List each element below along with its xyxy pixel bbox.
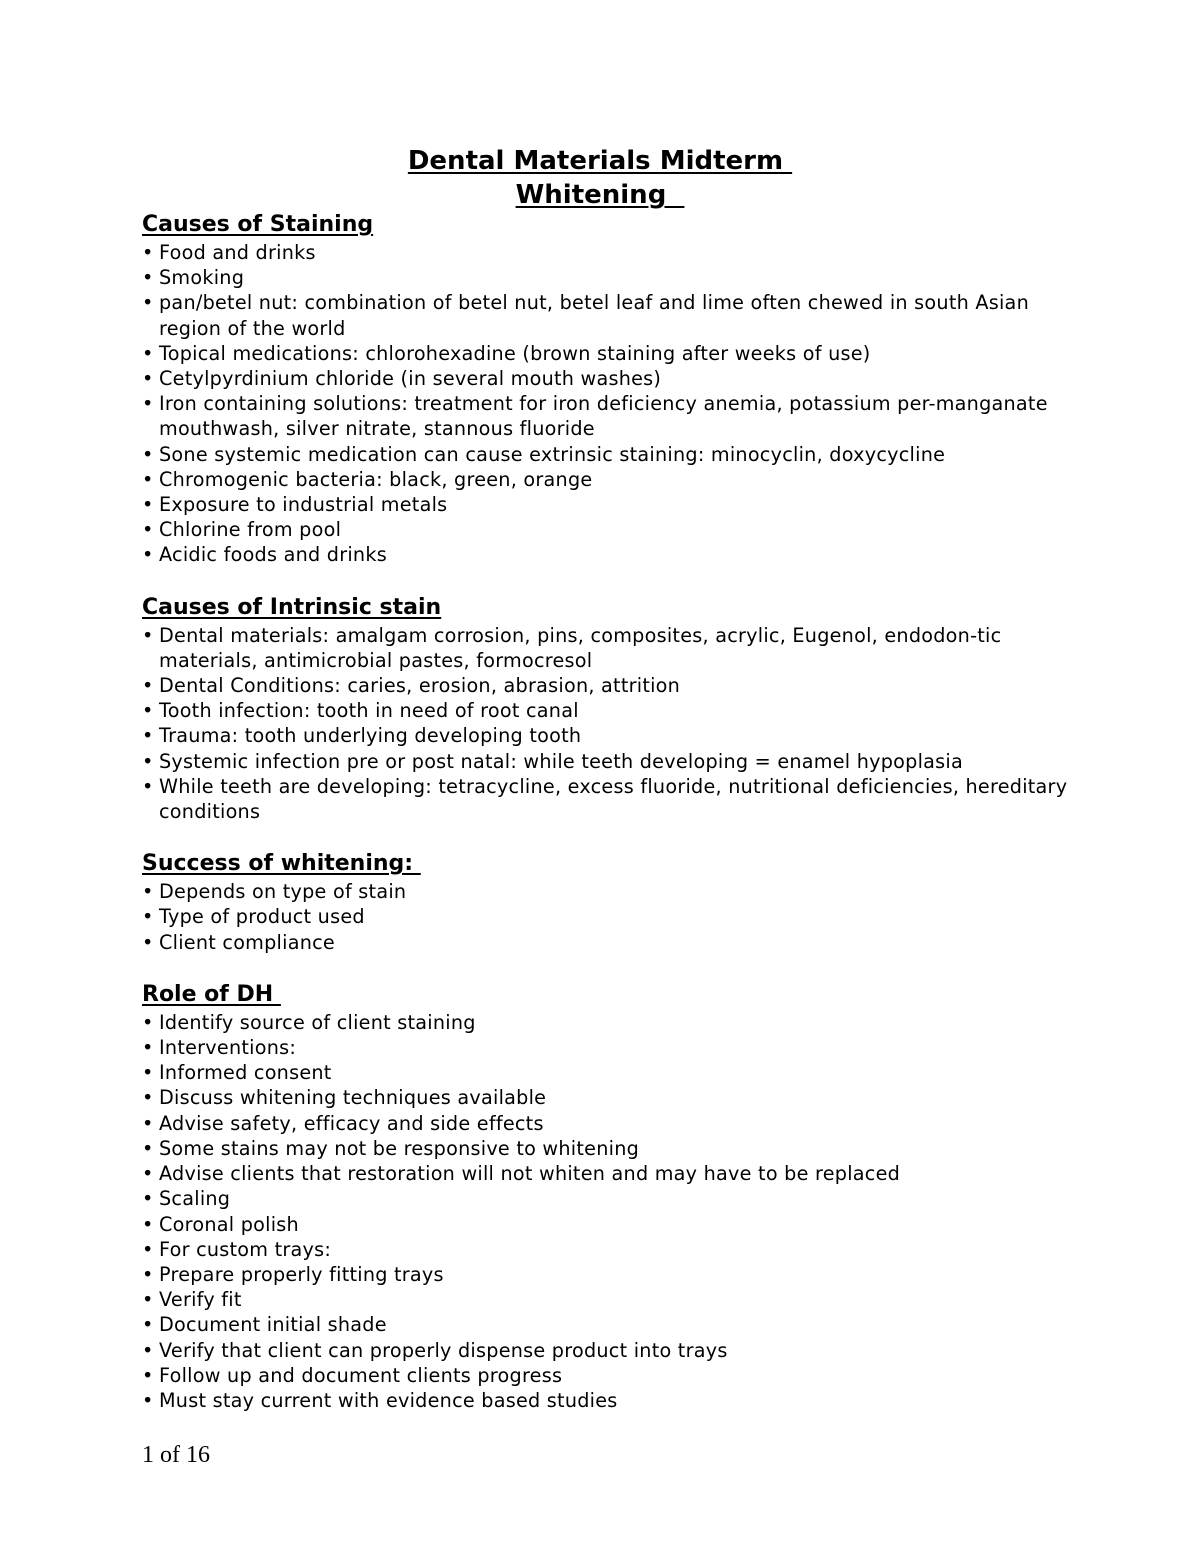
list-item [142, 1136, 1082, 1161]
list-item [142, 467, 1082, 492]
bullet-icon: • [142, 1288, 154, 1312]
list-item [142, 879, 1082, 904]
bullet-icon: • [142, 467, 154, 491]
bullet-icon: • [142, 291, 154, 315]
list-item [142, 542, 1082, 567]
list-item-text: Verify fit [159, 1288, 242, 1312]
section [142, 210, 1082, 568]
list-item-text: Some stains may not be responsive to whitening [159, 1136, 640, 1160]
list-item [142, 366, 1082, 391]
bullet-icon: • [142, 930, 154, 954]
list-item [142, 1060, 1082, 1085]
list-item [142, 698, 1082, 723]
bullet-icon: • [142, 1388, 154, 1412]
bullet-icon: • [142, 1363, 154, 1387]
bullet-icon: • [142, 266, 154, 290]
bullet-icon: • [142, 905, 154, 929]
list-item-text: Cetylpyrdinium chloride (in several mouth washes) [159, 367, 662, 391]
list-item [142, 1363, 1082, 1388]
bullet-icon: • [142, 518, 154, 542]
bullet-list [142, 240, 1082, 568]
section-heading: Causes of Intrinsic stain [142, 594, 442, 620]
bullet-icon: • [142, 1187, 154, 1211]
bullet-icon: • [142, 1262, 154, 1286]
list-item [142, 774, 1082, 824]
list-item-text: pan/betel nut: combination of betel nut, betel leaf and lime often chewed in south Asian region of the world [159, 291, 1029, 340]
list-item-text: Interventions: [159, 1036, 297, 1060]
bullet-icon: • [142, 442, 154, 466]
bullet-icon: • [142, 724, 154, 748]
list-item [142, 1262, 1082, 1287]
section [142, 593, 1082, 825]
list-item [142, 749, 1082, 774]
section-heading: Role of DH [142, 981, 281, 1007]
list-item-text: Advise clients that restoration will not whiten and may have to be replaced [159, 1162, 901, 1186]
bullet-icon: • [142, 1111, 154, 1135]
list-item [142, 517, 1082, 542]
section [142, 980, 1082, 1413]
list-item-text: Smoking [159, 266, 245, 290]
list-item [142, 265, 1082, 290]
list-item [142, 1085, 1082, 1110]
bullet-icon: • [142, 1313, 154, 1337]
bullet-icon: • [142, 392, 154, 416]
list-item-text: Scaling [159, 1187, 231, 1211]
list-item [142, 1212, 1082, 1237]
document-title: Dental Materials Midterm [407, 146, 793, 176]
title-block [0, 144, 1200, 212]
list-item-text: Iron containing solutions: treatment for iron deficiency anemia, potassium per-manganate mouthwash, silver nitrate, stannous fluoride [159, 392, 1048, 441]
list-item [142, 1111, 1082, 1136]
list-item-text: Tooth infection: tooth in need of root canal [159, 699, 579, 723]
list-item-text: Must stay current with evidence based studies [159, 1388, 618, 1412]
list-item [142, 492, 1082, 517]
list-item [142, 1338, 1082, 1363]
list-item [142, 623, 1082, 673]
list-item [142, 673, 1082, 698]
page-indicator: 1 of 16 [142, 1442, 210, 1468]
list-item [142, 723, 1082, 748]
list-item-text: Dental Conditions: caries, erosion, abrasion, attrition [159, 674, 681, 698]
list-item [142, 240, 1082, 265]
list-item-text: Exposure to industrial metals [159, 493, 448, 517]
list-item-text: Type of product used [159, 905, 365, 929]
list-item [142, 341, 1082, 366]
list-item [142, 1287, 1082, 1312]
bullet-icon: • [142, 1086, 154, 1110]
bullet-icon: • [142, 367, 154, 391]
bullet-icon: • [142, 749, 154, 773]
bullet-icon: • [142, 1036, 154, 1060]
bullet-icon: • [142, 341, 154, 365]
list-item-text: Advise safety, efficacy and side effects [159, 1111, 544, 1135]
list-item-text: For custom trays: [159, 1237, 332, 1261]
list-item [142, 904, 1082, 929]
bullet-icon: • [142, 1338, 154, 1362]
bullet-icon: • [142, 1237, 154, 1261]
list-item-text: Depends on type of stain [159, 880, 407, 904]
list-item-text: Food and drinks [159, 241, 316, 264]
list-item [142, 442, 1082, 467]
bullet-icon: • [142, 623, 154, 647]
bullet-icon: • [142, 1010, 154, 1034]
section-heading: Success of whitening: [142, 851, 421, 877]
bullet-list [142, 623, 1082, 825]
list-item-text: Verify that client can properly dispense product into trays [159, 1338, 728, 1362]
list-item-text: Chromogenic bacteria: black, green, orange [159, 467, 593, 491]
bullet-icon: • [142, 543, 154, 567]
document-subtitle: Whitening [515, 180, 685, 210]
bullet-icon: • [142, 774, 154, 798]
list-item [142, 1035, 1082, 1060]
bullet-list [142, 879, 1082, 955]
list-item-text: Systemic infection pre or post natal: while teeth developing = enamel hypoplasia [159, 749, 964, 773]
bullet-list [142, 1010, 1082, 1413]
list-item-text: Discuss whitening techniques available [159, 1086, 547, 1110]
list-item-text: Follow up and document clients progress [159, 1363, 563, 1387]
bullet-icon: • [142, 1136, 154, 1160]
list-item-text: Sone systemic medication can cause extrinsic staining: minocyclin, doxycycline [159, 442, 946, 466]
list-item-text: Prepare properly fitting trays [159, 1262, 444, 1286]
list-item [142, 290, 1082, 340]
section-heading: Causes of Staining [142, 212, 374, 237]
list-item [142, 1237, 1082, 1262]
list-item [142, 391, 1082, 441]
bullet-icon: • [142, 1061, 154, 1085]
list-item-text: Identify source of client staining [159, 1010, 476, 1034]
bullet-icon: • [142, 241, 154, 264]
bullet-icon: • [142, 1212, 154, 1236]
list-item-text: Dental materials: amalgam corrosion, pins, composites, acrylic, Eugenol, endodon-tic materials, antimicrobial pastes, formocresol [159, 623, 1002, 672]
list-item [142, 1312, 1082, 1337]
list-item-text: Topical medications: chlorohexadine (brown staining after weeks of use) [159, 341, 871, 365]
list-item-text: Informed consent [159, 1061, 332, 1085]
bullet-icon: • [142, 699, 154, 723]
list-item [142, 930, 1082, 955]
document-body [142, 210, 1082, 1413]
list-item-text: Client compliance [159, 930, 335, 954]
list-item-text: While teeth are developing: tetracycline, excess fluoride, nutritional deficiencies, hereditary conditions [159, 774, 1068, 824]
list-item-text: Chlorine from pool [159, 518, 342, 542]
bullet-icon: • [142, 493, 154, 517]
list-item-text: Trauma: tooth underlying developing tooth [159, 724, 582, 748]
list-item-text: Coronal polish [159, 1212, 299, 1236]
bullet-icon: • [142, 1162, 154, 1186]
bullet-icon: • [142, 880, 154, 904]
list-item [142, 1161, 1082, 1186]
bullet-icon: • [142, 674, 154, 698]
list-item [142, 1388, 1082, 1413]
list-item-text: Document initial shade [159, 1313, 387, 1337]
list-item-text: Acidic foods and drinks [159, 543, 387, 567]
list-item [142, 1186, 1082, 1211]
section [142, 849, 1082, 955]
list-item [142, 1010, 1082, 1035]
